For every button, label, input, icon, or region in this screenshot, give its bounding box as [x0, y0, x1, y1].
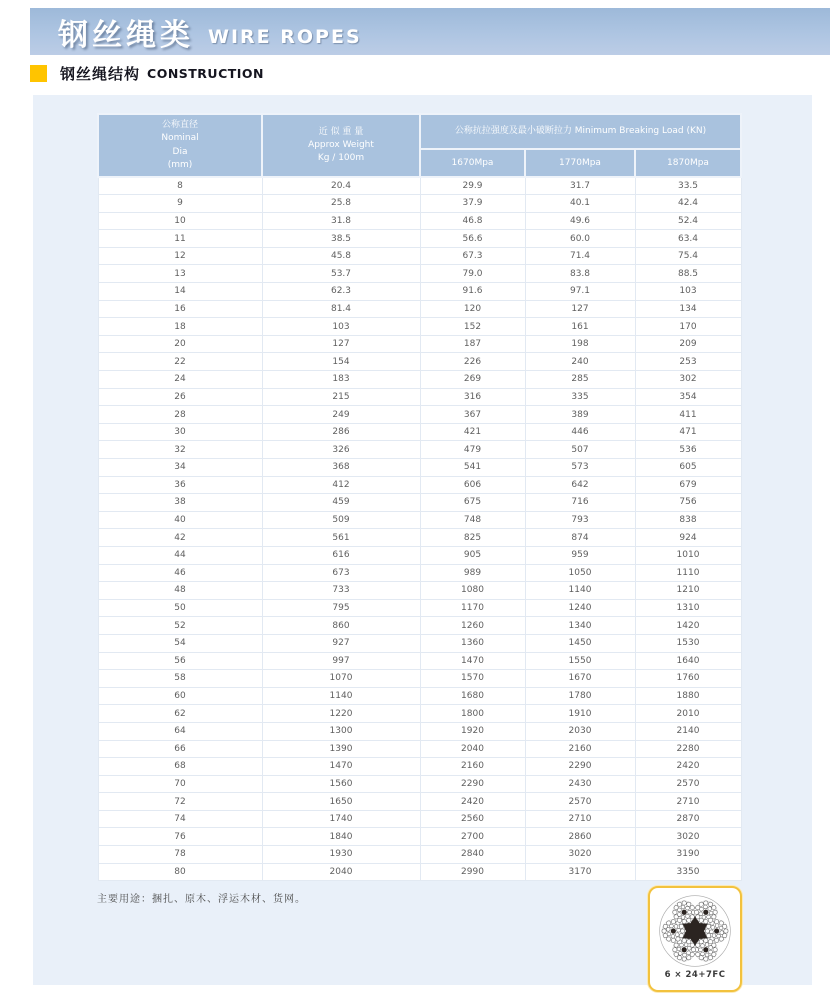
table-cell: 10 — [98, 212, 262, 230]
rope-cross-section-icon — [657, 893, 733, 969]
table-row — [98, 617, 741, 635]
table-cell: 22 — [98, 353, 262, 371]
page-banner — [30, 8, 830, 55]
table-cell: 2160 — [420, 758, 525, 776]
table-cell: 2420 — [635, 758, 741, 776]
table-cell: 209 — [635, 335, 741, 353]
table-cell: 2990 — [420, 863, 525, 881]
table-cell: 170 — [635, 318, 741, 336]
table-cell: 31.7 — [525, 177, 635, 195]
table-cell: 88.5 — [635, 265, 741, 283]
table-cell: 286 — [262, 423, 420, 441]
table-cell: 68 — [98, 758, 262, 776]
table-cell: 2140 — [635, 722, 741, 740]
table-cell: 1880 — [635, 687, 741, 705]
table-cell: 187 — [420, 335, 525, 353]
table-cell: 1910 — [525, 705, 635, 723]
table-cell: 226 — [420, 353, 525, 371]
table-cell: 471 — [635, 423, 741, 441]
table-cell: 389 — [525, 406, 635, 424]
table-cell: 1840 — [262, 828, 420, 846]
table-cell: 70 — [98, 775, 262, 793]
yellow-bullet-icon — [30, 65, 47, 82]
col1-zh: 公称直径 — [161, 120, 198, 131]
table-cell: 1560 — [262, 775, 420, 793]
table-cell: 1170 — [420, 599, 525, 617]
table-cell: 253 — [635, 353, 741, 371]
table-cell: 2710 — [635, 793, 741, 811]
table-cell: 1920 — [420, 722, 525, 740]
table-cell: 30 — [98, 423, 262, 441]
table-row — [98, 494, 741, 512]
rope-construction-label: 6 × 24+7FC — [664, 970, 726, 980]
wire-rope-spec-table — [97, 113, 742, 881]
col1-en2: Dia — [172, 146, 188, 157]
table-cell: 38 — [98, 494, 262, 512]
table-row — [98, 371, 741, 389]
table-cell: 825 — [420, 529, 525, 547]
table-cell: 459 — [262, 494, 420, 512]
table-cell: 838 — [635, 511, 741, 529]
table-row — [98, 705, 741, 723]
table-cell: 152 — [420, 318, 525, 336]
table-cell: 561 — [262, 529, 420, 547]
table-cell: 1550 — [525, 652, 635, 670]
table-row — [98, 247, 741, 265]
table-cell: 2570 — [525, 793, 635, 811]
table-cell: 1300 — [262, 722, 420, 740]
table-cell: 20 — [98, 335, 262, 353]
table-cell: 240 — [525, 353, 635, 371]
table-row — [98, 459, 741, 477]
table-cell: 1680 — [420, 687, 525, 705]
rope-diagram-card — [648, 886, 742, 992]
col-header-breaking-load: 公称抗拉强度及最小破断拉力 Minimum Breaking Load (KN) — [420, 114, 741, 149]
table-cell: 326 — [262, 441, 420, 459]
table-cell: 354 — [635, 388, 741, 406]
table-cell: 1650 — [262, 793, 420, 811]
table-cell: 269 — [420, 371, 525, 389]
table-cell: 40.1 — [525, 195, 635, 213]
table-cell: 75.4 — [635, 247, 741, 265]
table-cell: 2860 — [525, 828, 635, 846]
table-cell: 72 — [98, 793, 262, 811]
col2-zh: 近 似 重 量 — [318, 126, 364, 137]
table-row — [98, 511, 741, 529]
table-cell: 479 — [420, 441, 525, 459]
table-row — [98, 546, 741, 564]
table-row — [98, 687, 741, 705]
table-cell: 3020 — [635, 828, 741, 846]
table-cell: 42.4 — [635, 195, 741, 213]
table-cell: 2290 — [420, 775, 525, 793]
table-cell: 91.6 — [420, 283, 525, 301]
table-cell: 1140 — [262, 687, 420, 705]
table-cell: 411 — [635, 406, 741, 424]
table-cell: 1050 — [525, 564, 635, 582]
table-cell: 1420 — [635, 617, 741, 635]
col2-en1: Approx Weight — [308, 139, 374, 150]
table-cell: 37.9 — [420, 195, 525, 213]
section-title-zh: 钢丝绳结构 — [60, 64, 141, 83]
table-cell: 1080 — [420, 582, 525, 600]
table-cell: 8 — [98, 177, 262, 195]
table-cell: 2010 — [635, 705, 741, 723]
spec-table-body — [98, 177, 741, 881]
table-cell: 63.4 — [635, 230, 741, 248]
table-cell: 2040 — [262, 863, 420, 881]
table-cell: 642 — [525, 476, 635, 494]
table-cell: 2040 — [420, 740, 525, 758]
table-cell: 38.5 — [262, 230, 420, 248]
table-cell: 997 — [262, 652, 420, 670]
table-cell: 127 — [262, 335, 420, 353]
table-cell: 536 — [635, 441, 741, 459]
table-cell: 675 — [420, 494, 525, 512]
table-cell: 103 — [262, 318, 420, 336]
table-row — [98, 740, 741, 758]
table-cell: 50 — [98, 599, 262, 617]
table-cell: 45.8 — [262, 247, 420, 265]
table-cell: 81.4 — [262, 300, 420, 318]
table-cell: 905 — [420, 546, 525, 564]
table-row — [98, 828, 741, 846]
table-cell: 79.0 — [420, 265, 525, 283]
table-row — [98, 177, 741, 195]
usage-note: 主要用途：捆扎、原木、浮运木材、货网。 — [97, 894, 306, 905]
content-panel — [33, 95, 812, 985]
table-cell: 134 — [635, 300, 741, 318]
table-cell: 54 — [98, 634, 262, 652]
table-cell: 368 — [262, 459, 420, 477]
col2-en2: Kg / 100m — [317, 153, 365, 164]
table-cell: 3190 — [635, 846, 741, 864]
table-row — [98, 476, 741, 494]
table-row — [98, 300, 741, 318]
table-cell: 1220 — [262, 705, 420, 723]
table-cell: 33.5 — [635, 177, 741, 195]
col-header-1670mpa: 1670Mpa — [420, 149, 525, 177]
table-cell: 1780 — [525, 687, 635, 705]
col1-en3: (mm) — [167, 159, 193, 170]
table-cell: 1360 — [420, 634, 525, 652]
table-row — [98, 529, 741, 547]
table-cell: 62 — [98, 705, 262, 723]
table-cell: 103 — [635, 283, 741, 301]
table-cell: 2290 — [525, 758, 635, 776]
table-row — [98, 265, 741, 283]
table-cell: 127 — [525, 300, 635, 318]
table-cell: 13 — [98, 265, 262, 283]
col-header-1870mpa: 1870Mpa — [635, 149, 741, 177]
table-cell: 860 — [262, 617, 420, 635]
table-row — [98, 441, 741, 459]
table-cell: 44 — [98, 546, 262, 564]
table-cell: 1110 — [635, 564, 741, 582]
table-cell: 509 — [262, 511, 420, 529]
table-cell: 1140 — [525, 582, 635, 600]
table-cell: 11 — [98, 230, 262, 248]
col-header-1770mpa: 1770Mpa — [525, 149, 635, 177]
table-cell: 2570 — [635, 775, 741, 793]
table-cell: 58 — [98, 670, 262, 688]
table-cell: 874 — [525, 529, 635, 547]
table-cell: 28 — [98, 406, 262, 424]
table-row — [98, 758, 741, 776]
table-cell: 34 — [98, 459, 262, 477]
table-cell: 302 — [635, 371, 741, 389]
table-cell: 412 — [262, 476, 420, 494]
table-row — [98, 335, 741, 353]
table-cell: 3170 — [525, 863, 635, 881]
table-cell: 1340 — [525, 617, 635, 635]
table-cell: 2840 — [420, 846, 525, 864]
col-header-nominal-dia — [98, 114, 262, 177]
table-cell: 154 — [262, 353, 420, 371]
table-cell: 1670 — [525, 670, 635, 688]
table-cell: 78 — [98, 846, 262, 864]
table-row — [98, 318, 741, 336]
table-cell: 25.8 — [262, 195, 420, 213]
table-cell: 52.4 — [635, 212, 741, 230]
table-cell: 2280 — [635, 740, 741, 758]
table-cell: 12 — [98, 247, 262, 265]
table-row — [98, 406, 741, 424]
table-cell: 120 — [420, 300, 525, 318]
table-cell: 49.6 — [525, 212, 635, 230]
table-cell: 1390 — [262, 740, 420, 758]
table-row — [98, 212, 741, 230]
table-cell: 616 — [262, 546, 420, 564]
table-cell: 716 — [525, 494, 635, 512]
table-row — [98, 652, 741, 670]
table-cell: 1570 — [420, 670, 525, 688]
col1-en1: Nominal — [161, 133, 199, 144]
table-cell: 679 — [635, 476, 741, 494]
table-cell: 795 — [262, 599, 420, 617]
table-cell: 446 — [525, 423, 635, 441]
table-cell: 36 — [98, 476, 262, 494]
table-cell: 2870 — [635, 810, 741, 828]
table-cell: 606 — [420, 476, 525, 494]
table-cell: 83.8 — [525, 265, 635, 283]
table-cell: 927 — [262, 634, 420, 652]
section-heading — [30, 63, 264, 83]
table-cell: 1640 — [635, 652, 741, 670]
table-cell: 1530 — [635, 634, 741, 652]
table-cell: 507 — [525, 441, 635, 459]
table-cell: 66 — [98, 740, 262, 758]
table-cell: 46 — [98, 564, 262, 582]
table-cell: 2160 — [525, 740, 635, 758]
table-cell: 29.9 — [420, 177, 525, 195]
table-cell: 605 — [635, 459, 741, 477]
table-cell: 1310 — [635, 599, 741, 617]
table-cell: 56.6 — [420, 230, 525, 248]
table-cell: 793 — [525, 511, 635, 529]
table-cell: 2430 — [525, 775, 635, 793]
table-cell: 161 — [525, 318, 635, 336]
banner-title-zh: 钢丝绳类 — [58, 17, 194, 53]
banner-title-en: WIRE ROPES — [208, 25, 362, 48]
table-cell: 74 — [98, 810, 262, 828]
table-cell: 67.3 — [420, 247, 525, 265]
table-cell: 76 — [98, 828, 262, 846]
table-cell: 56 — [98, 652, 262, 670]
table-cell: 97.1 — [525, 283, 635, 301]
table-cell: 183 — [262, 371, 420, 389]
table-cell: 748 — [420, 511, 525, 529]
table-row — [98, 634, 741, 652]
table-cell: 1450 — [525, 634, 635, 652]
table-cell: 64 — [98, 722, 262, 740]
table-cell: 62.3 — [262, 283, 420, 301]
table-cell: 1240 — [525, 599, 635, 617]
table-cell: 2560 — [420, 810, 525, 828]
table-cell: 3350 — [635, 863, 741, 881]
table-row — [98, 670, 741, 688]
table-cell: 18 — [98, 318, 262, 336]
table-cell: 40 — [98, 511, 262, 529]
table-cell: 48 — [98, 582, 262, 600]
table-cell: 80 — [98, 863, 262, 881]
table-row — [98, 599, 741, 617]
table-cell: 1210 — [635, 582, 741, 600]
table-cell: 1760 — [635, 670, 741, 688]
table-cell: 1470 — [262, 758, 420, 776]
table-cell: 335 — [525, 388, 635, 406]
table-cell: 673 — [262, 564, 420, 582]
table-cell: 1260 — [420, 617, 525, 635]
table-row — [98, 423, 741, 441]
table-cell: 733 — [262, 582, 420, 600]
table-row — [98, 230, 741, 248]
table-row — [98, 582, 741, 600]
table-cell: 32 — [98, 441, 262, 459]
table-cell: 1070 — [262, 670, 420, 688]
table-cell: 2420 — [420, 793, 525, 811]
table-cell: 53.7 — [262, 265, 420, 283]
table-row — [98, 793, 741, 811]
table-cell: 26 — [98, 388, 262, 406]
table-row — [98, 195, 741, 213]
table-cell: 60.0 — [525, 230, 635, 248]
table-row — [98, 846, 741, 864]
table-cell: 198 — [525, 335, 635, 353]
table-cell: 20.4 — [262, 177, 420, 195]
table-row — [98, 722, 741, 740]
table-cell: 541 — [420, 459, 525, 477]
table-row — [98, 775, 741, 793]
table-cell: 249 — [262, 406, 420, 424]
table-cell: 1740 — [262, 810, 420, 828]
table-row — [98, 810, 741, 828]
col-header-approx-weight — [262, 114, 420, 177]
table-cell: 1800 — [420, 705, 525, 723]
table-cell: 1470 — [420, 652, 525, 670]
table-cell: 60 — [98, 687, 262, 705]
table-cell: 924 — [635, 529, 741, 547]
table-cell: 573 — [525, 459, 635, 477]
table-cell: 1010 — [635, 546, 741, 564]
table-cell: 316 — [420, 388, 525, 406]
table-cell: 46.8 — [420, 212, 525, 230]
table-cell: 2700 — [420, 828, 525, 846]
table-cell: 71.4 — [525, 247, 635, 265]
table-cell: 9 — [98, 195, 262, 213]
table-cell: 959 — [525, 546, 635, 564]
table-cell: 52 — [98, 617, 262, 635]
table-row — [98, 353, 741, 371]
table-cell: 756 — [635, 494, 741, 512]
table-cell: 2710 — [525, 810, 635, 828]
table-cell: 285 — [525, 371, 635, 389]
table-cell: 31.8 — [262, 212, 420, 230]
table-cell: 24 — [98, 371, 262, 389]
table-cell: 16 — [98, 300, 262, 318]
table-cell: 989 — [420, 564, 525, 582]
table-row — [98, 863, 741, 881]
table-cell: 3020 — [525, 846, 635, 864]
table-cell: 421 — [420, 423, 525, 441]
table-cell: 215 — [262, 388, 420, 406]
table-cell: 2030 — [525, 722, 635, 740]
table-row — [98, 388, 741, 406]
table-row — [98, 283, 741, 301]
table-row — [98, 564, 741, 582]
section-title-en: CONSTRUCTION — [147, 65, 265, 81]
table-cell: 367 — [420, 406, 525, 424]
table-cell: 42 — [98, 529, 262, 547]
table-cell: 1930 — [262, 846, 420, 864]
table-cell: 14 — [98, 283, 262, 301]
